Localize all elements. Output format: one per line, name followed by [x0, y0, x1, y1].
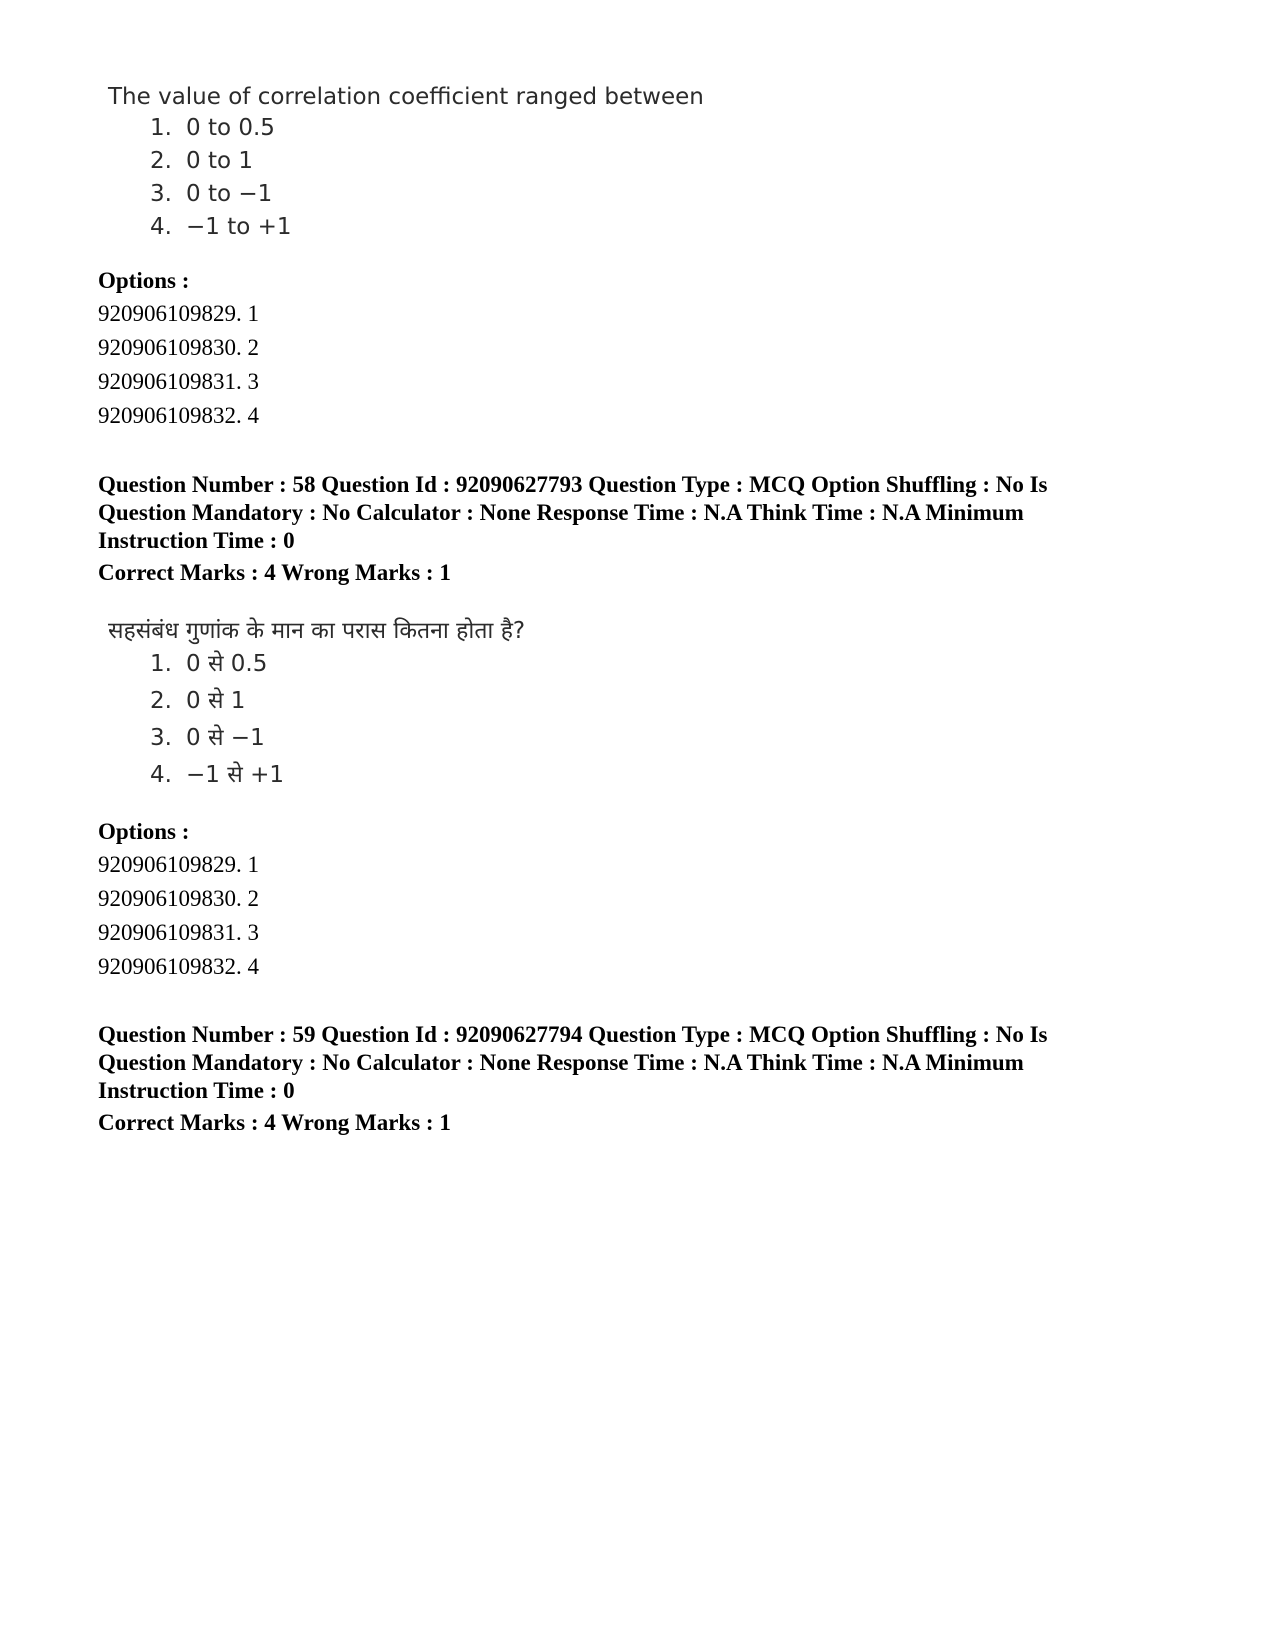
options-block	[98, 816, 1198, 984]
marks-line: Correct Marks : 4 Wrong Marks : 1	[98, 560, 451, 585]
choice-text: 0 से 1	[186, 688, 246, 714]
choice-item	[108, 112, 704, 145]
choice-text: 0 to 1	[186, 148, 253, 174]
question-metadata	[98, 471, 1198, 589]
choice-item	[108, 720, 525, 757]
question-image-hindi	[108, 616, 525, 794]
choice-item	[108, 211, 704, 244]
choice-text: 0 to 0.5	[186, 115, 275, 141]
options-block	[98, 265, 1198, 433]
option-line: 920906109829. 1	[98, 852, 259, 877]
choice-text: −1 to +1	[186, 214, 292, 240]
options-title: Options :	[98, 268, 190, 293]
choice-text: 0 से −1	[186, 725, 265, 751]
metadata-line: Question Number : 59 Question Id : 92090627794 Question Type : MCQ Option Shuffling : No Is	[98, 1022, 1048, 1047]
choice-number: 1.	[150, 651, 172, 677]
choice-item	[108, 683, 525, 720]
option-line: 920906109829. 1	[98, 301, 259, 326]
choice-list	[108, 646, 525, 794]
question-stem: The value of correlation coefficient ranged between	[108, 84, 704, 110]
marks-line: Correct Marks : 4 Wrong Marks : 1	[98, 1110, 451, 1135]
choice-number: 2.	[150, 148, 172, 174]
choice-number: 4.	[150, 762, 172, 788]
choice-number: 2.	[150, 688, 172, 714]
metadata-line: Instruction Time : 0	[98, 1078, 295, 1103]
question-image-english	[108, 82, 704, 244]
choice-text: 0 to −1	[186, 181, 273, 207]
choice-item	[108, 178, 704, 211]
choice-number: 4.	[150, 214, 172, 240]
option-line: 920906109830. 2	[98, 335, 259, 360]
choice-item	[108, 145, 704, 178]
choice-text: −1 से +1	[186, 762, 284, 788]
choice-text: 0 से 0.5	[186, 651, 268, 677]
metadata-line: Instruction Time : 0	[98, 528, 295, 553]
option-line: 920906109830. 2	[98, 886, 259, 911]
choice-item	[108, 646, 525, 683]
choice-number: 1.	[150, 115, 172, 141]
metadata-line: Question Mandatory : No Calculator : None Response Time : N.A Think Time : N.A Minimum	[98, 500, 1024, 525]
metadata-line: Question Number : 58 Question Id : 92090627793 Question Type : MCQ Option Shuffling : No Is	[98, 472, 1048, 497]
choice-item	[108, 757, 525, 794]
option-line: 920906109832. 4	[98, 954, 259, 979]
choice-number: 3.	[150, 181, 172, 207]
question-metadata	[98, 1021, 1198, 1139]
option-line: 920906109831. 3	[98, 369, 259, 394]
choice-list	[108, 112, 704, 244]
option-line: 920906109831. 3	[98, 920, 259, 945]
options-title: Options :	[98, 819, 190, 844]
metadata-line: Question Mandatory : No Calculator : None Response Time : N.A Think Time : N.A Minimum	[98, 1050, 1024, 1075]
option-line: 920906109832. 4	[98, 403, 259, 428]
question-stem: सहसंबंध गुणांक के मान का परास कितना होता है?	[108, 618, 526, 644]
choice-number: 3.	[150, 725, 172, 751]
